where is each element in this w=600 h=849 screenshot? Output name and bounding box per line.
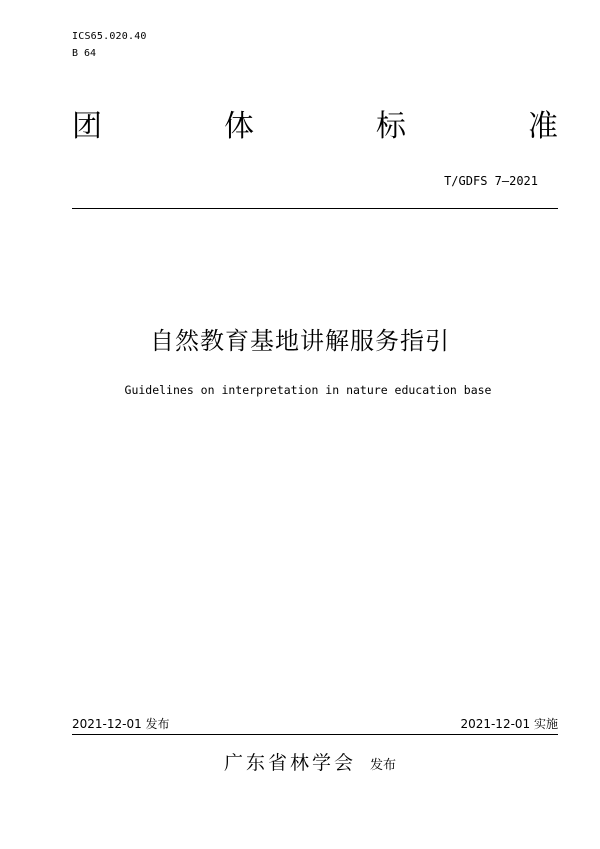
bottom-divider (72, 734, 558, 735)
document-title-english: Guidelines on interpretation in nature education base (124, 383, 492, 397)
document-title-chinese: 自然教育基地讲解服务指引 (150, 327, 450, 355)
standard-type-char: 标 (376, 109, 406, 144)
ics-code: ICS65.020.40 (72, 31, 147, 42)
standard-type-char: 准 (528, 109, 558, 144)
issuer-line (0, 750, 600, 779)
issuer-suffix: 发布 (370, 758, 397, 773)
standard-number: T/GDFS 7—2021 (444, 174, 538, 188)
publish-date: 2021-12-01 发布 (72, 717, 170, 731)
standard-type-char: 体 (224, 109, 254, 144)
implementation-date: 2021-12-01 实施 (460, 717, 558, 731)
standard-type-char: 团 (72, 109, 102, 144)
ccs-code: B 64 (72, 48, 97, 59)
issuer-name: 广东省林学会 (223, 752, 356, 774)
standard-type-heading (72, 108, 558, 146)
top-divider (72, 208, 558, 209)
